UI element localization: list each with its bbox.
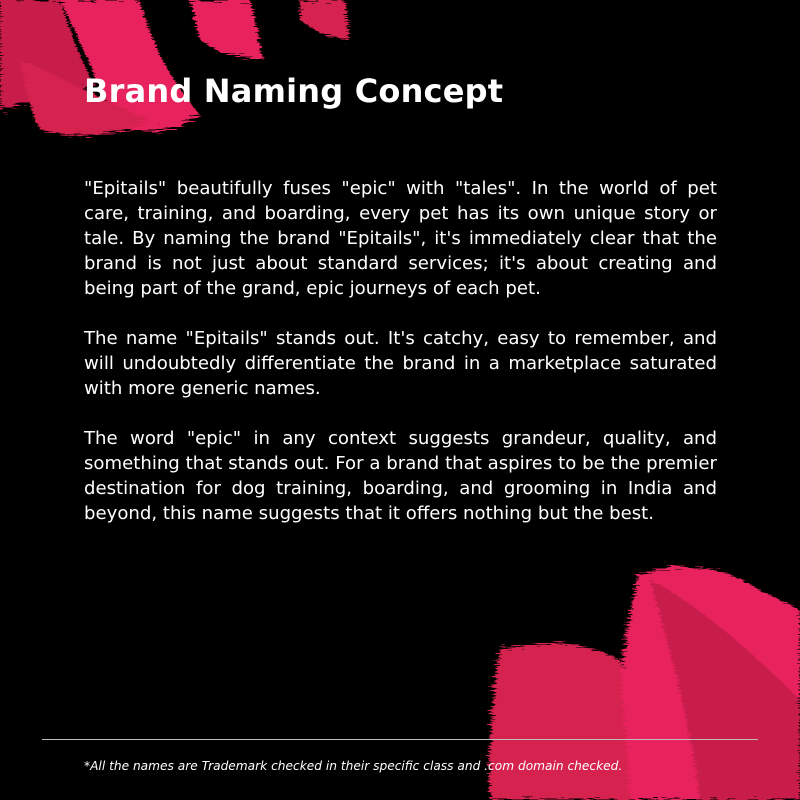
paragraph-name-origin: "Epitails" beautifully fuses "epic" with "tales". In the world of pet care, training, and boarding, every pet has its own unique story or tale. By naming the brand "Epitails", it's immediately clear that the brand is not just about standard services; it's about creating and being part of the grand, epic journeys of each pet. bbox=[84, 178, 717, 299]
footer-divider bbox=[42, 739, 758, 740]
brush-stroke-top-right bbox=[300, 0, 349, 40]
brush-stroke-top-3 bbox=[190, 0, 262, 58]
paragraph-name-standout: The name "Epitails" stands out. It's catchy, easy to remember, and will undoubtedly differentiate the brand in a marketplace saturated with more generic names. bbox=[84, 328, 717, 399]
brush-stroke-bottom-right-2 bbox=[489, 643, 630, 800]
trademark-footnote: *All the names are Trademark checked in their specific class and .com domain checked. bbox=[84, 759, 623, 773]
page-title: Brand Naming Concept bbox=[84, 72, 504, 110]
paragraph-epic-meaning: The word "epic" in any context suggests grandeur, quality, and something that stands out. For a brand that aspires to be the premier destination for dog training, boarding, and grooming in India and beyond, this name suggests that it offers nothing but the best. bbox=[84, 428, 717, 524]
body-copy bbox=[84, 176, 717, 551]
